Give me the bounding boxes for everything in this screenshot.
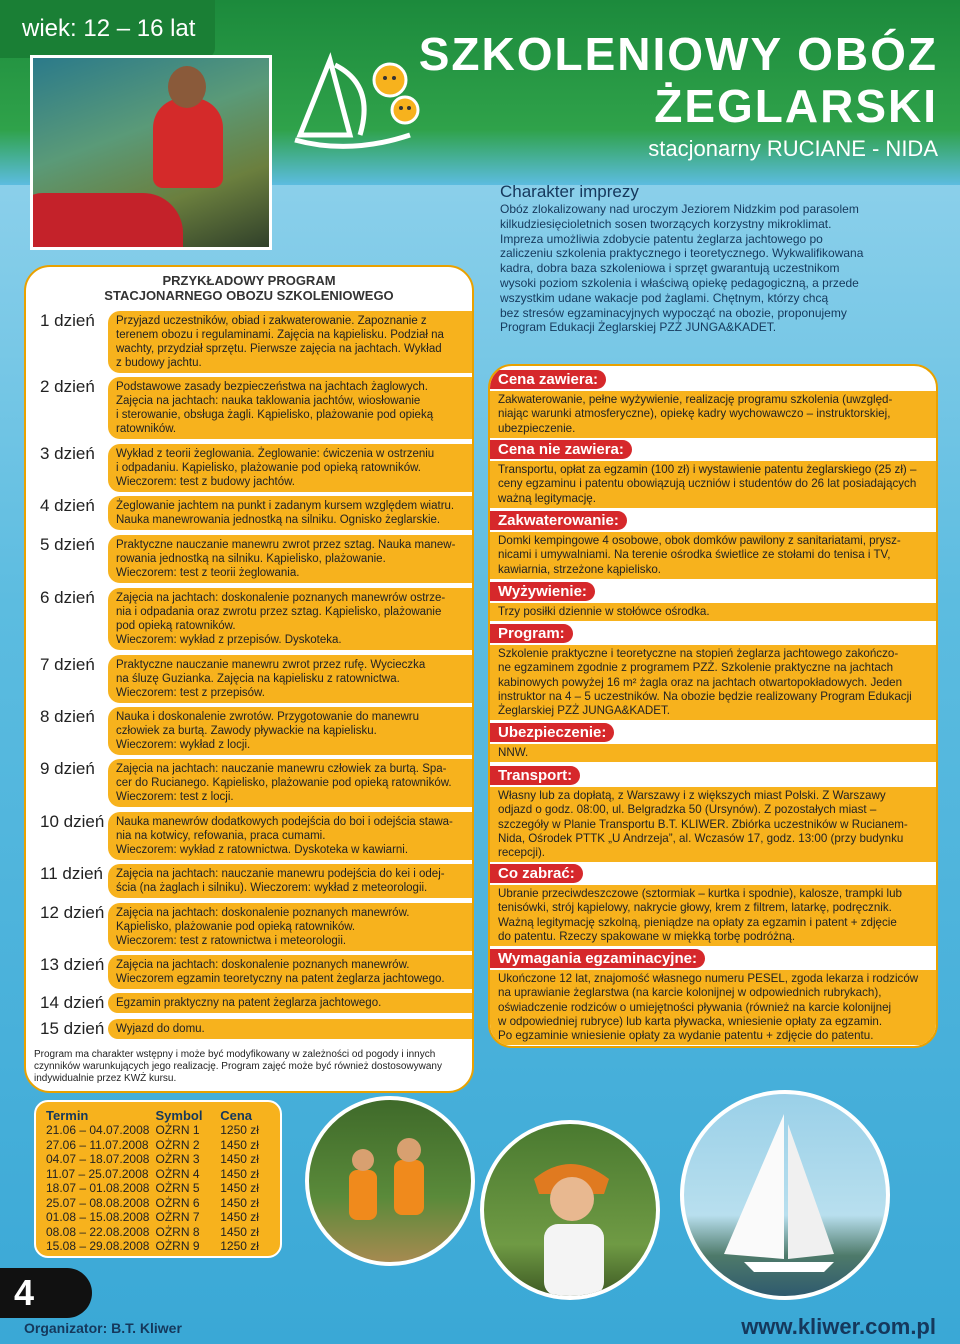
cell-symbol: OŻRN 8 [155,1224,200,1239]
section-heading: Wymagania egzaminacyjne: [490,949,705,968]
terms-table [34,1100,282,1258]
charakter-text: Obóz zlokalizowany nad uroczym Jeziorem Nidzkim pod parasolem kilkudziesięcioletnich sosen tworzących korzystny mikroklimat. Impreza umożliwia zdobycie patentu żeglarza jachtowego po zaliczeniu szkolenia praktycznego i teoretycznego. Wykwalifikowana kadra, dobra baza szkoleniowa i sprzęt gwarantują uczestnikom wysoki poziom szkolenia i właściwą opiekę pedagogiczną, a przede wszystkim udane wakacje pod żaglami. Chętnym, którzy chcą bez stresów egzaminacyjnych wypocząć na obozie, proponujemy Program Edukacji Żeglarskiej PZŻ JUNGA&KADET. [500,202,864,335]
age-badge: wiek: 12 – 16 lat [0,0,215,58]
info-section [490,440,938,508]
program-title [26,267,472,303]
day-text: Zajęcia na jachtach: doskonalenie poznanych manewrów ostrze- nia i odpadania oraz zwrotu przez sztag. Kąpielisko, plażowanie pod opieką ratowników. Wieczorem: wykład z przepisów. Dyskoteka. [108,588,474,650]
day-text: Egzamin praktyczny na patent żeglarza jachtowego. [108,993,474,1013]
page-number: 4 [0,1268,92,1318]
table-row [46,1123,270,1138]
cell-price: 1450 zł [220,1210,259,1224]
section-heading: Zakwaterowanie: [490,511,627,530]
table-row [46,1152,270,1167]
info-section [490,582,938,621]
section-heading: Wyżywienie: [490,582,595,601]
day-label: 14 dzień [40,993,105,1012]
website-link[interactable]: www.kliwer.com.pl [741,1314,936,1339]
day-text: Nauka manewrów dodatkowych podejścia do boi i odejścia stawa- nia na kotwicy, refowania, praca cumami. Wieczorem: wykład z ratownictwa. Dyskoteka w kawiarni. [108,812,474,860]
day-label: 12 dzień [40,903,105,922]
info-section [490,370,938,438]
photo-sailboat [680,1090,890,1300]
cell-date: 21.06 – 04.07.2008 [46,1123,150,1137]
section-body: Domki kempingowe 4 osobowe, obok domków pawilony z sanitariatami, prysz- nicami i umywalniami. Na terenie ośrodka świetlice ze stołami do tenisa i TV, kawiarnia, strzeżone kąpielisko. [490,532,938,579]
day-text: Zajęcia na jachtach: doskonalenie poznanych manewrów. Kąpielisko, plażowanie pod opieką ratowników. Wieczorem: test z ratownictwa i meteorologii. [108,903,474,951]
info-panel [488,364,938,1048]
day-text: Wyjazd do domu. [108,1019,474,1039]
day-text: Praktyczne nauczanie manewru zwrot przez rufę. Wycieczka na śluzę Guzianka. Zajęcia na kąpielisku z ratownictwa. Wieczorem: test z przepisów. [108,655,474,703]
day-label: 9 dzień [40,759,95,778]
cell-price: 1450 zł [220,1195,259,1210]
section-body: Szkolenie praktyczne i teoretyczne na stopień żeglarza jachtowego zakończo- ne egzaminem zgodnie z programem PZŻ. Szkolenie praktyczne na jachtach kabinowych powyżej 16 m² żagla oraz na jachtach otwartopokładowych. Jeden instruktor na 4 – 5 uczestników. Na obozie będzie realizowany Program Edukacji Żeglarskiej PZŻ JUNGA&KADET. [490,645,938,720]
section-body: NNW. [490,744,938,762]
cell-price: 1450 zł [220,1166,259,1181]
cell-symbol: OŻRN 5 [155,1181,200,1195]
day-text: Wykład z teorii żeglowania. Żeglowanie: ćwiczenia w ostrzeniu i odpadaniu. Kąpielisko, plażowanie pod opieką ratowników. Wieczorem: test z budowy jachtów. [108,444,474,492]
day-label: 6 dzień [40,588,95,607]
day-label: 11 dzień [40,864,104,883]
day-label: 8 dzień [40,707,95,726]
day-text: Podstawowe zasady bezpieczeństwa na jachtach żaglowych. Zajęcia na jachtach: nauka taklowania jachtów, wiosłowanie i sterowanie, obsługa żagli. Kąpielisko, plażowanie pod opieką ratowników. [108,377,474,439]
table-row [46,1210,270,1225]
section-body: Trzy posiłki dziennie w stołówce ośrodka. [490,603,938,621]
day-text: Przyjazd uczestników, obiad i zakwaterowanie. Zapoznanie z terenem obozu i regulaminami. Zajęcia na kąpielisku. Podział na wachty, przydział sprzętu. Pierwsze zajęcia na jachtach. Wykład z budowy jachtu. [108,311,474,373]
table-row [46,1138,270,1153]
section-body: Zakwaterowanie, pełne wyżywienie, realizację programu szkolenia (uwzględ- niając warunki atmosferyczne), opiekę kadry wychowawczo – instruktorskiej, ubezpieczenie. [490,391,938,438]
program-panel [24,265,474,1093]
cell-date: 01.08 – 15.08.2008 [46,1210,150,1224]
section-heading: Ubezpieczenie: [490,723,614,742]
cell-price: 1250 zł [220,1123,259,1137]
section-body: Ukończone 12 lat, znajomość własnego numeru PESEL, zgoda lekarza i rodziców na uprawianie żeglarstwa (na karcie kolonijnej w odpowiednich rubrykach), oświadczenie rodziców o umiejętności pływania (również na karcie kolonijnej w odpowiedniej rubryce) lub karta pływacka, wniesienie opłaty za egzamin. Po egzaminie wniesienie opłaty za wydanie patentu + zdjęcie do patentu. [490,970,938,1045]
photo-person [153,98,223,188]
photo-boat [30,193,183,250]
program-title-line2: STACJONARNEGO OBOZU SZKOLENIOWEGO [104,288,394,303]
day-label: 2 dzień [40,377,95,396]
cell-price: 1250 zł [220,1239,259,1253]
cell-symbol: OŻRN 4 [155,1166,200,1181]
cell-price: 1450 zł [220,1224,259,1239]
day-text: Zajęcia na jachtach: nauczanie manewru człowiek za burtą. Spa- cer do Rucianego. Kąpielisko, plażowanie pod opieką ratowników. Wieczorem: test z locji. [108,759,474,807]
section-heading: Cena zawiera: [490,370,606,389]
day-label: 3 dzień [40,444,95,463]
photo-head [168,66,206,108]
day-text: Żeglowanie jachtem na punkt i zadanym kursem względem wiatru. Nauka manewrowania jednostką na silniku. Ognisko żeglarskie. [108,496,474,530]
table-row [46,1225,270,1240]
day-label: 5 dzień [40,535,95,554]
day-text: Zajęcia na jachtach: doskonalenie poznanych manewrów. Wieczorem egzamin teoretyczny na patent żeglarza jachtowego. [108,955,474,989]
cell-symbol: OŻRN 6 [155,1195,200,1210]
section-body: Transportu, opłat za egzamin (100 zł) i wystawienie patentu żeglarskiego (25 zł) – ceny egzaminu i patentu obowiązują uczniów i studentów do 26 lat posiadających ważną legitymację. [490,461,938,508]
terms-header-price: Cena [220,1108,253,1123]
page-subtitle: stacjonarny RUCIANE - NIDA [648,136,938,161]
day-text: Praktyczne nauczanie manewru zwrot przez sztag. Nauka manew- rowania jednostką na silniku. Kąpielisko, plażowanie. Wieczorem: test z teorii żeglowania. [108,535,474,583]
cell-symbol: OŻRN 3 [155,1152,200,1166]
cell-price: 1450 zł [220,1152,259,1166]
charakter-title: Charakter imprezy [500,182,639,201]
info-section [490,511,938,579]
day-label: 13 dzień [40,955,105,974]
cell-date: 15.08 – 29.08.2008 [46,1239,150,1253]
charakter-section [488,182,938,335]
table-row [46,1239,270,1254]
photo-kids-life-jackets [305,1096,475,1266]
header-photo-girl-on-boat [30,55,272,250]
info-section [490,723,938,762]
cell-price: 1450 zł [220,1137,259,1152]
cell-symbol: OŻRN 2 [155,1137,200,1152]
info-section [490,624,938,720]
page-title-line1: SZKOLENIOWY OBÓZ [418,28,938,80]
section-heading: Transport: [490,766,580,785]
cell-symbol: OŻRN 7 [155,1210,200,1224]
cell-price: 1450 zł [220,1181,259,1195]
cell-date: 11.07 – 25.07.2008 [46,1166,149,1181]
photo-girl-with-rope [480,1120,660,1300]
table-row [46,1181,270,1196]
girl-illustration-icon [484,1124,656,1296]
program-title-line1: PRZYKŁADOWY PROGRAM [162,273,336,288]
header-title-block [378,28,938,162]
section-body: Ubranie przeciwdeszczowe (sztormiak – kurtka i spodnie), kalosze, trampki lub tenisówki, strój kąpielowy, nakrycie głowy, krem z filtrem, latarkę, podręcznik. Ważną legitymację szkolną, pieniądze na opłaty za egzamin i patent + zdjęcie do patentu. Rzeczy spakowane w miękką torbę podróżną. [490,885,938,946]
cell-date: 08.08 – 22.08.2008 [46,1224,150,1239]
day-label: 10 dzień [40,812,105,831]
terms-header-date: Termin [46,1108,89,1123]
table-row [46,1196,270,1211]
sailboat-photo-icon [684,1094,886,1296]
section-heading: Cena nie zawiera: [490,440,632,459]
table-row [46,1167,270,1182]
info-section [490,766,938,862]
cell-date: 25.07 – 08.08.2008 [46,1195,150,1210]
section-heading: Co zabrać: [490,864,583,883]
section-body: Własny lub za dopłatą, z Warszawy i z większych miast Polski. Z Warszawy odjazd o godz. 08:00, ul. Belgradzka 50 (Ursynów). Z pozostałych miast – szczegóły w Planie Transportu B.T. KLIWER. Zbiórka uczestników w Rucianem- Nida, Ośrodek PTTK „U Andrzeja”, al. Wczasów 17, godz. 13:00 (przy budynku recepcji). [490,787,938,862]
terms-header-row [46,1108,270,1123]
info-section [490,864,938,946]
program-note: Program ma charakter wstępny i może być modyfikowany w zależności od pogody i innych czynników warunkujących jego realizację. Program zajęć może być również dostosowywany indywidualnie przez KWŻ kursu. [34,1049,442,1084]
info-section [490,949,938,1045]
cell-symbol: OŻRN 1 [155,1123,200,1137]
cell-symbol: OŻRN 9 [155,1239,200,1253]
kids-illustration-icon [309,1100,471,1262]
organizer-text: Organizator: B.T. Kliwer [24,1320,182,1336]
day-label: 7 dzień [40,655,95,674]
section-heading: Program: [490,624,573,643]
day-text: Zajęcia na jachtach: nauczanie manewru podejścia do kei i odej- ścia (na żaglach i silniku). Wieczorem: wykład z meteorologii. [108,864,474,898]
cell-date: 18.07 – 01.08.2008 [46,1181,150,1195]
terms-header-symbol: Symbol [155,1108,203,1123]
day-text: Nauka i doskonalenie zwrotów. Przygotowanie do manewru człowiek za burtą. Zawody pływackie na kąpielisku. Wieczorem: wykład z locji. [108,707,474,755]
day-label: 15 dzień [40,1019,105,1038]
cell-date: 27.06 – 11.07.2008 [46,1137,149,1152]
day-label: 1 dzień [40,311,95,330]
day-label: 4 dzień [40,496,95,515]
page-title-line2: ŻEGLARSKI [654,80,938,132]
cell-date: 04.07 – 18.07.2008 [46,1152,150,1166]
